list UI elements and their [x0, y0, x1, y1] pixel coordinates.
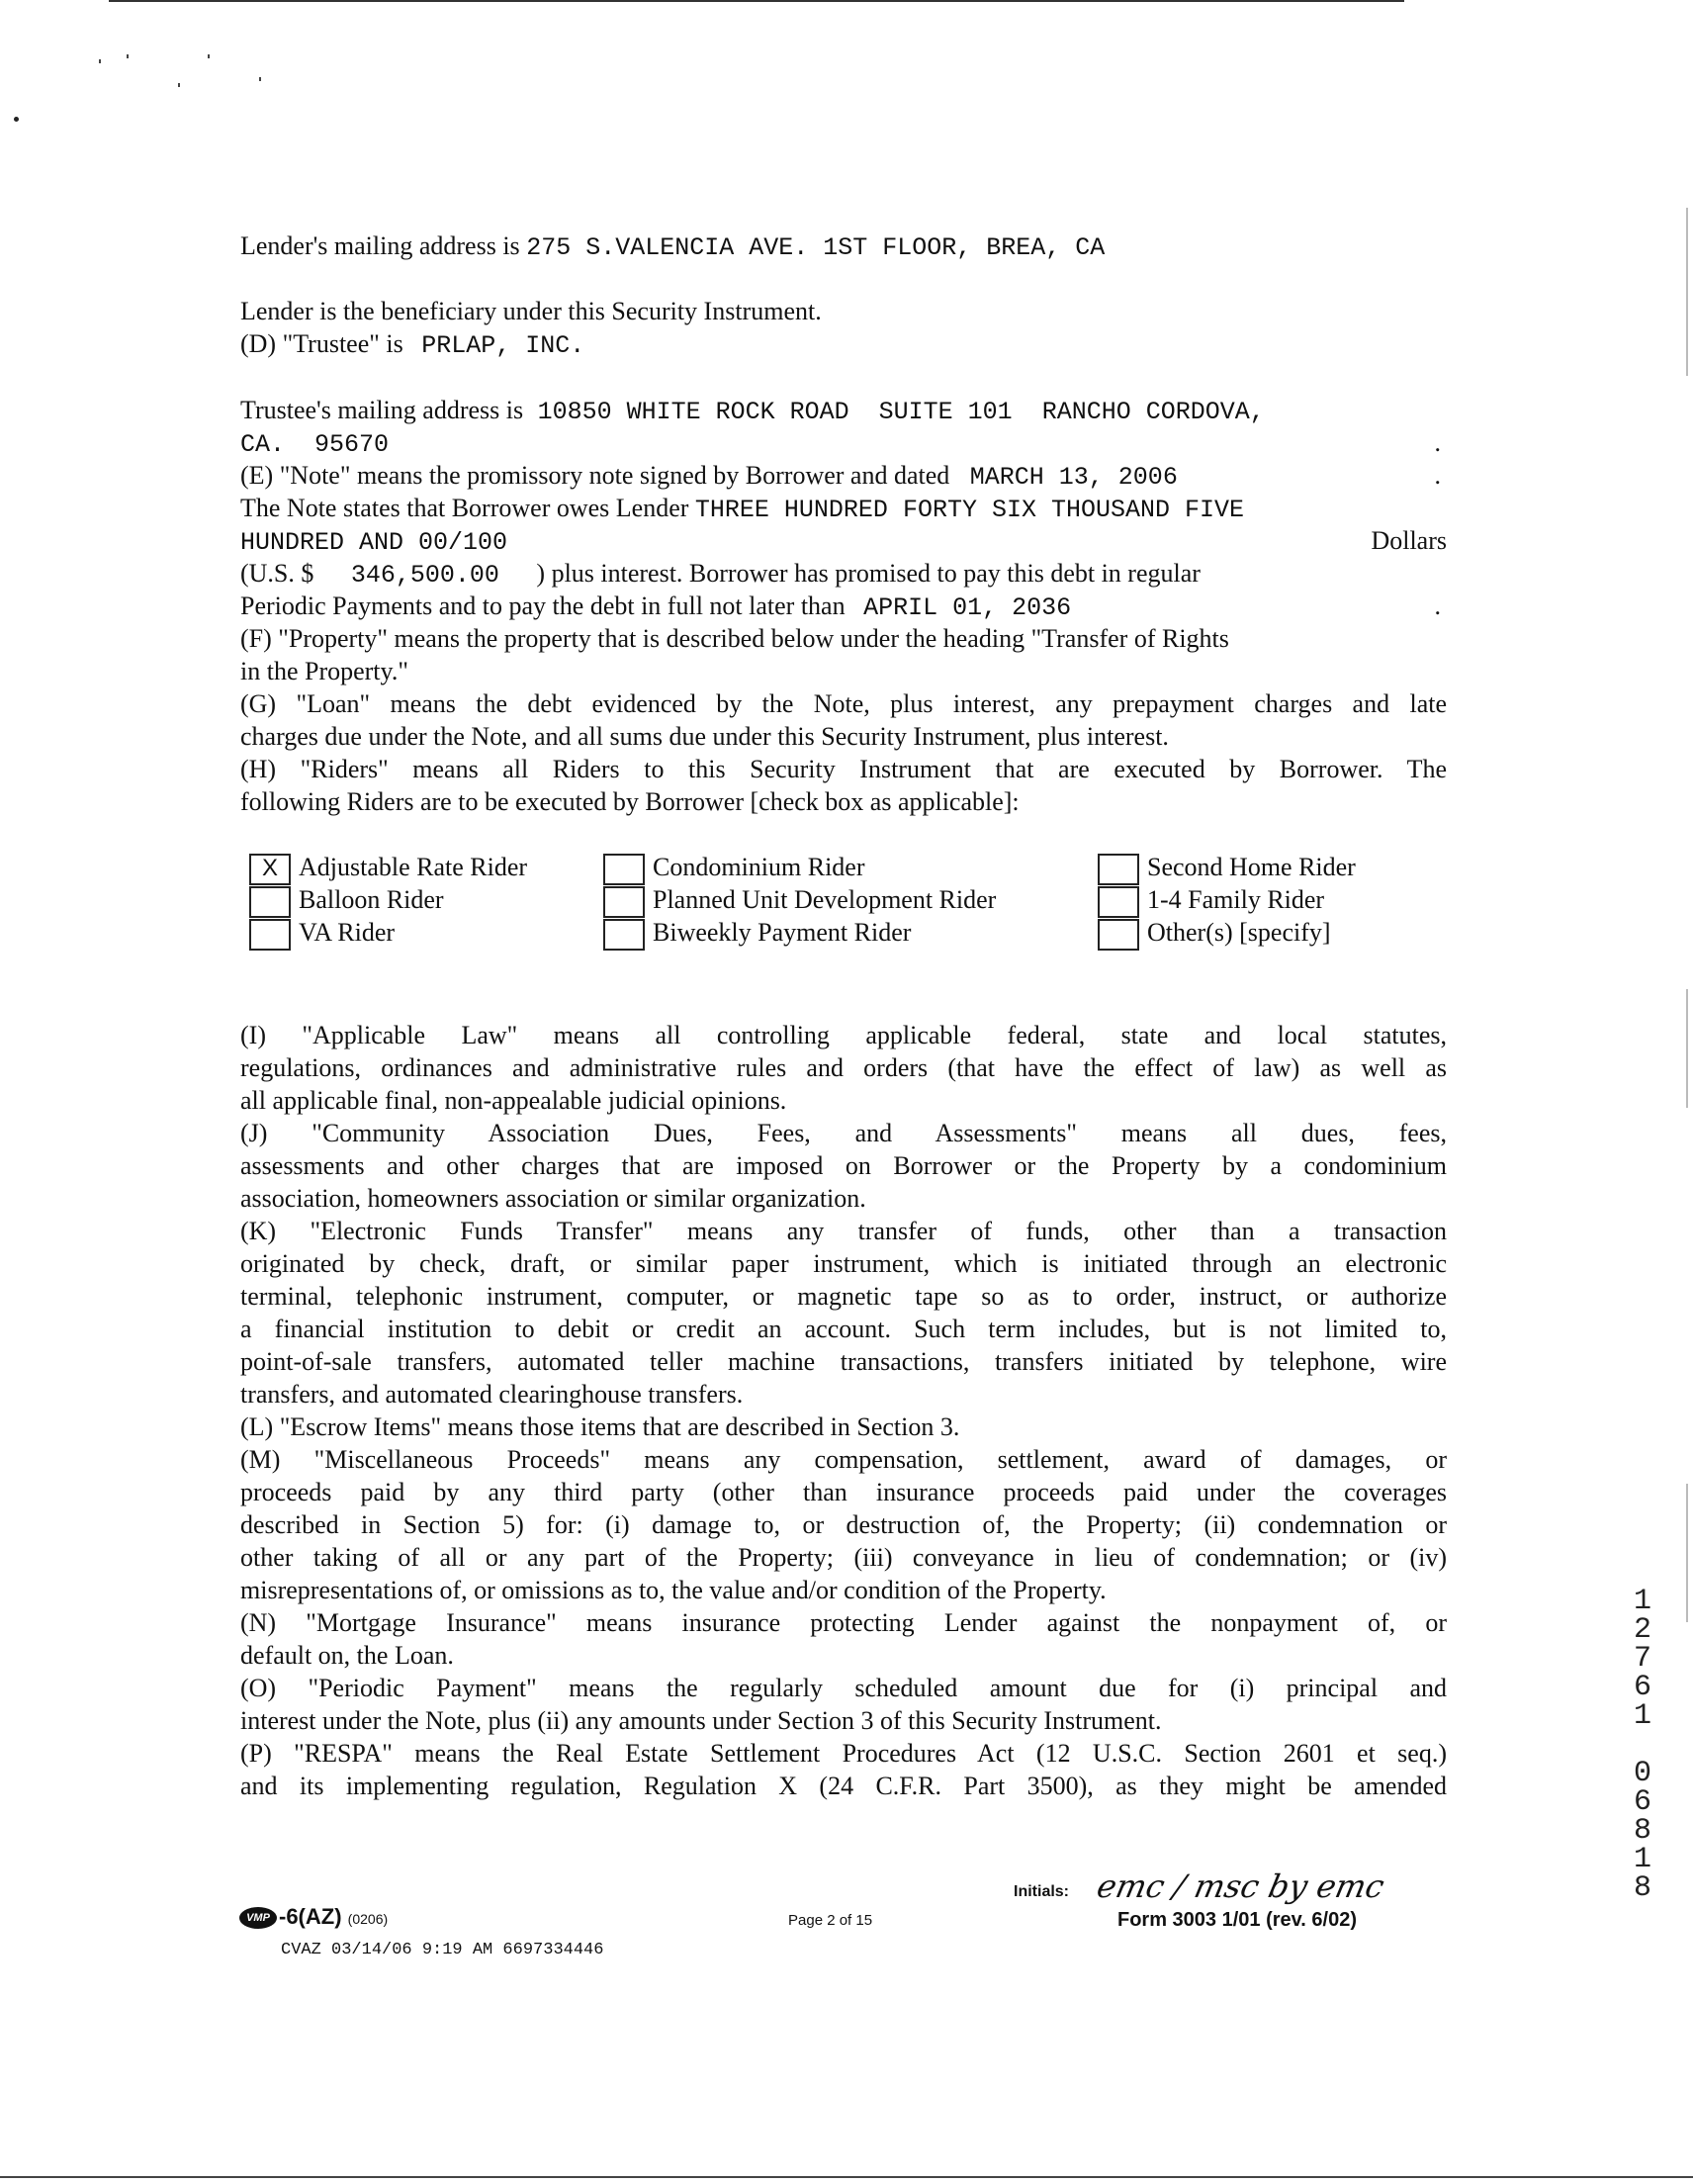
top-edge-rule	[109, 0, 1404, 2]
rider-checkbox[interactable]	[1098, 854, 1139, 885]
definition-j-line: assessments and other charges that are imposed on Borrower or the Property by a condominium	[240, 1151, 1447, 1180]
definition-m-line: described in Section 5) for: (i) damage to, or destruction of, the Property; (ii) condemnation or	[240, 1510, 1447, 1539]
definition-k-line: point-of-sale transfers, automated teller machine transactions, transfers initiated by telephone, wire	[240, 1347, 1447, 1376]
form-code	[239, 1904, 388, 1930]
trustee-address-line	[240, 394, 1447, 428]
definition-k-line: terminal, telephonic instrument, computer, or magnetic tape so as to order, instruct, or authorize	[240, 1282, 1447, 1311]
definition-p-line: (P) "RESPA" means the Real Estate Settlement Procedures Act (12 U.S.C. Section 2601 et seq.)	[240, 1739, 1447, 1768]
trustee-name: PRLAP, INC.	[421, 331, 585, 360]
maturity-date: APRIL 01, 2036	[863, 593, 1072, 622]
trustee-address-line2	[240, 426, 1447, 461]
form-number: Form 3003 1/01 (rev. 6/02)	[1117, 1909, 1357, 1931]
note-owes-line	[240, 492, 1447, 526]
scan-edge	[1686, 1484, 1688, 1622]
trustee-address-cont: CA. 95670	[240, 430, 390, 459]
definition-m-line: other taking of all or any part of the Property; (iii) conveyance in lieu of condemnation; or (iv)	[240, 1543, 1447, 1572]
bottom-edge-rule	[0, 2176, 1693, 2178]
form-code-small: (0206)	[347, 1911, 389, 1927]
lender-address-line	[240, 229, 1447, 264]
scan-edge	[1686, 989, 1688, 1108]
rider-condominium	[603, 851, 865, 883]
scan-mark	[14, 117, 19, 122]
scan-speck	[178, 83, 180, 87]
rider-planned-unit	[603, 883, 996, 916]
rider-label: Planned Unit Development Rider	[653, 885, 997, 914]
rider-checklist	[249, 851, 1436, 955]
rider-other	[1098, 916, 1331, 949]
trustee-label: (D) "Trustee" is	[240, 329, 403, 358]
us-label: (U.S. $	[240, 559, 314, 588]
definition-l-line: (L) "Escrow Items" means those items that are described in Section 3.	[240, 1412, 960, 1441]
initials-signature: emc / msc by emc	[1093, 1867, 1388, 1905]
note-date: MARCH 13, 2006	[969, 463, 1178, 492]
definition-k-line: a financial institution to debit or credit an account. Such term includes, but is not limited to,	[240, 1315, 1447, 1343]
loan-line-2: charges due under the Note, and all sums due under this Security Instrument, plus interest.	[240, 722, 1169, 751]
definition-i-line: (I) "Applicable Law" means all controlling applicable federal, state and local statutes,	[240, 1021, 1447, 1049]
rider-biweekly	[603, 916, 911, 949]
dollars-label: Dollars	[1371, 526, 1447, 555]
initials-label: Initials:	[1014, 1883, 1070, 1900]
rider-checkbox[interactable]	[1098, 919, 1139, 951]
rider-checkbox[interactable]	[249, 919, 291, 951]
rider-label: VA Rider	[299, 918, 396, 947]
riders-line-1: (H) "Riders" means all Riders to this Security Instrument that are executed by Borrower. The	[240, 755, 1447, 783]
scan-speck	[99, 59, 101, 63]
beneficiary-line: Lender is the beneficiary under this Security Instrument.	[240, 297, 822, 325]
rider-checkbox[interactable]	[603, 854, 645, 885]
rider-label: Other(s) [specify]	[1147, 918, 1331, 947]
rider-second-home	[1098, 851, 1356, 883]
scan-speck	[127, 54, 129, 58]
rider-label: 1-4 Family Rider	[1147, 885, 1325, 914]
lender-address: 275 S.VALENCIA AVE. 1ST FLOOR, BREA, CA	[526, 233, 1106, 262]
rider-checkbox[interactable]	[1098, 886, 1139, 918]
scan-edge	[1686, 208, 1688, 376]
trustee-line	[240, 327, 1447, 362]
definition-n-line: (N) "Mortgage Insurance" means insurance protecting Lender against the nonpayment of, or	[240, 1608, 1447, 1637]
trustee-address-label: Trustee's mailing address is	[240, 396, 524, 424]
rider-label: Biweekly Payment Rider	[653, 918, 912, 947]
lender-address-label: Lender's mailing address is	[240, 231, 520, 260]
line-dot: .	[1434, 428, 1441, 457]
definition-m-line: proceeds paid by any third party (other than insurance proceeds paid under the coverages	[240, 1478, 1447, 1506]
us-amount-line	[240, 557, 1447, 592]
scan-speck	[259, 77, 261, 81]
property-line-2: in the Property."	[240, 657, 408, 685]
rider-checkbox[interactable]	[603, 919, 645, 951]
vmp-logo-icon: VMP	[239, 1907, 277, 1929]
rider-checkbox[interactable]	[249, 886, 291, 918]
note-amount-words-cont: HUNDRED AND 00/100	[240, 528, 508, 557]
definition-i-line: all applicable final, non-appealable judicial opinions.	[240, 1086, 787, 1115]
note-amount: 346,500.00	[350, 561, 499, 590]
definition-m-line: (M) "Miscellaneous Proceeds" means any compensation, settlement, award of damages, or	[240, 1445, 1447, 1474]
note-owes-label: The Note states that Borrower owes Lender	[240, 494, 689, 522]
us-after: ) plus interest. Borrower has promised to pay this debt in regular	[536, 559, 1201, 588]
definition-o-line: (O) "Periodic Payment" means the regularly scheduled amount due for (i) principal and	[240, 1674, 1447, 1702]
rider-label: Balloon Rider	[299, 885, 444, 914]
rider-label: Second Home Rider	[1147, 853, 1356, 881]
definition-j-line: (J) "Community Association Dues, Fees, and Assessments" means all dues, fees,	[240, 1119, 1447, 1147]
rider-balloon	[249, 883, 444, 916]
line-dot: .	[1434, 592, 1441, 620]
loan-line-1: (G) "Loan" means the debt evidenced by the Note, plus interest, any prepayment charges and late	[240, 689, 1447, 718]
riders-line-2: following Riders are to be executed by Borrower [check box as applicable]:	[240, 787, 1020, 816]
periodic-label: Periodic Payments and to pay the debt in full not later than	[240, 592, 846, 620]
definition-m-line: misrepresentations of, or omissions as to, the value and/or condition of the Property.	[240, 1576, 1107, 1604]
line-dot: .	[1434, 461, 1441, 490]
definition-j-line: association, homeowners association or similar organization.	[240, 1184, 866, 1213]
trustee-address: 10850 WHITE ROCK ROAD SUITE 101 RANCHO CORDOVA,	[537, 398, 1265, 426]
definition-o-line: interest under the Note, plus (ii) any amounts under Section 3 of this Security Instrument.	[240, 1706, 1162, 1735]
rider-label: Adjustable Rate Rider	[299, 853, 528, 881]
page-number: Page 2 of 15	[788, 1912, 873, 1929]
rider-label: Condominium Rider	[653, 853, 865, 881]
periodic-line	[240, 590, 1447, 624]
note-line	[240, 459, 1447, 494]
document-id: CVAZ 03/14/06 9:19 AM 6697334446	[281, 1941, 604, 1959]
scan-speck	[208, 54, 210, 58]
definition-i-line: regulations, ordinances and administrative rules and orders (that have the effect of law) as well as	[240, 1053, 1447, 1082]
definition-n-line: default on, the Loan.	[240, 1641, 454, 1670]
definition-p-line: and its implementing regulation, Regulation X (24 C.F.R. Part 3500), as they might be amended	[240, 1772, 1447, 1800]
rider-family	[1098, 883, 1324, 916]
definition-k-line: (K) "Electronic Funds Transfer" means any transfer of funds, other than a transaction	[240, 1217, 1447, 1245]
note-amount-words-line2	[240, 524, 1447, 559]
form-code-text: -6(AZ)	[279, 1904, 342, 1929]
definition-k-line: originated by check, draft, or similar paper instrument, which is initiated through an electronic	[240, 1249, 1447, 1278]
note-label: (E) "Note" means the promissory note signed by Borrower and dated	[240, 461, 950, 490]
rider-checkbox[interactable]: X	[249, 854, 291, 885]
side-recording-stamp: 1 2 7 6 1 0 6 8 1 8	[1633, 1585, 1651, 1905]
definition-k-line: transfers, and automated clearinghouse transfers.	[240, 1380, 744, 1409]
property-line-1: (F) "Property" means the property that is described below under the heading "Transfer of Rights	[240, 624, 1229, 653]
rider-va	[249, 916, 395, 949]
rider-adjustable-rate	[249, 851, 527, 883]
note-amount-words: THREE HUNDRED FORTY SIX THOUSAND FIVE	[694, 496, 1244, 524]
rider-checkbox[interactable]	[603, 886, 645, 918]
